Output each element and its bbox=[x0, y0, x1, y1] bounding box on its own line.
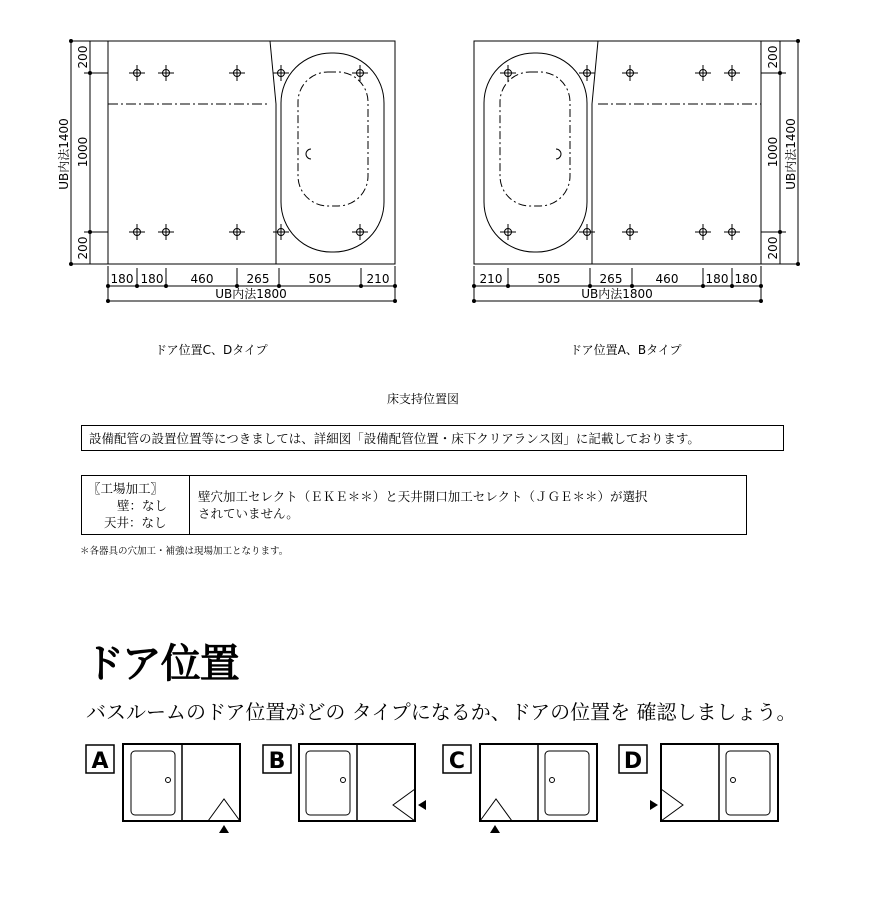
door-type-label: B bbox=[268, 749, 286, 774]
door-type-label: D bbox=[623, 749, 643, 774]
factory-text-line1: 壁穴加工セレクト（ＥＫＥ＊＊）と天井開口加工セレクト（ＪＧＥ＊＊）が選択 bbox=[198, 489, 648, 504]
section-heading: ドア位置 bbox=[84, 641, 239, 687]
dim-label: UB内法1400 bbox=[57, 118, 71, 190]
dim-label: 460 bbox=[655, 272, 679, 286]
dim-label: 180 bbox=[110, 272, 134, 286]
factory-title: 〖工場加工〗 bbox=[88, 481, 164, 496]
door-type-d bbox=[619, 744, 778, 821]
dim-label: 180 bbox=[734, 272, 758, 286]
dim-label: 265 bbox=[246, 272, 270, 286]
dim-label: 505 bbox=[537, 272, 561, 286]
factory-wall: 壁：なし bbox=[117, 498, 168, 513]
dim-label: 180 bbox=[140, 272, 164, 286]
dim-label: UB内法1400 bbox=[784, 118, 798, 190]
dim-label: 1000 bbox=[76, 136, 90, 168]
door-type-c bbox=[443, 744, 597, 821]
dim-label: 200 bbox=[766, 45, 780, 69]
dim-label: 460 bbox=[190, 272, 214, 286]
door-type-label: C bbox=[448, 749, 466, 774]
dim-label: 200 bbox=[76, 45, 90, 69]
factory-ceiling: 天井：なし bbox=[104, 515, 167, 530]
dim-label: 505 bbox=[308, 272, 332, 286]
door-arrow-b bbox=[418, 800, 426, 810]
door-type-a bbox=[86, 744, 240, 821]
door-type-label: A bbox=[91, 749, 109, 774]
total-width-label: UB内法1800 bbox=[581, 287, 653, 301]
dim-label: 200 bbox=[766, 236, 780, 260]
section-subtitle: バスルームのドア位置がどの タイプになるか、ドアの位置を 確認しましょう。 bbox=[86, 700, 797, 724]
figure-title: 床支持位置図 bbox=[387, 392, 460, 406]
factory-text-line2: されていません。 bbox=[198, 506, 299, 521]
dim-label: 210 bbox=[366, 272, 390, 286]
door-arrow-c bbox=[490, 825, 500, 833]
door-type-b bbox=[263, 744, 415, 821]
total-width-label: UB内法1800 bbox=[215, 287, 287, 301]
dim-label: 265 bbox=[599, 272, 623, 286]
asterisk-note: ＊各器具の穴加工・補強は現場加工となります。 bbox=[80, 546, 289, 557]
dim-label: 200 bbox=[76, 236, 90, 260]
dim-label: 210 bbox=[479, 272, 503, 286]
dim-label: 1000 bbox=[766, 136, 780, 168]
door-arrow-a bbox=[219, 825, 229, 833]
caption-right: ドア位置A、Bタイプ bbox=[570, 343, 682, 357]
door-arrow-d bbox=[650, 800, 658, 810]
caption-left: ドア位置C、Dタイプ bbox=[155, 343, 268, 357]
piping-note: 設備配管の設置位置等につきましては、詳細図「設備配管位置・床下クリアランス図」に記載しております。 bbox=[81, 425, 784, 451]
dim-label: 180 bbox=[705, 272, 729, 286]
